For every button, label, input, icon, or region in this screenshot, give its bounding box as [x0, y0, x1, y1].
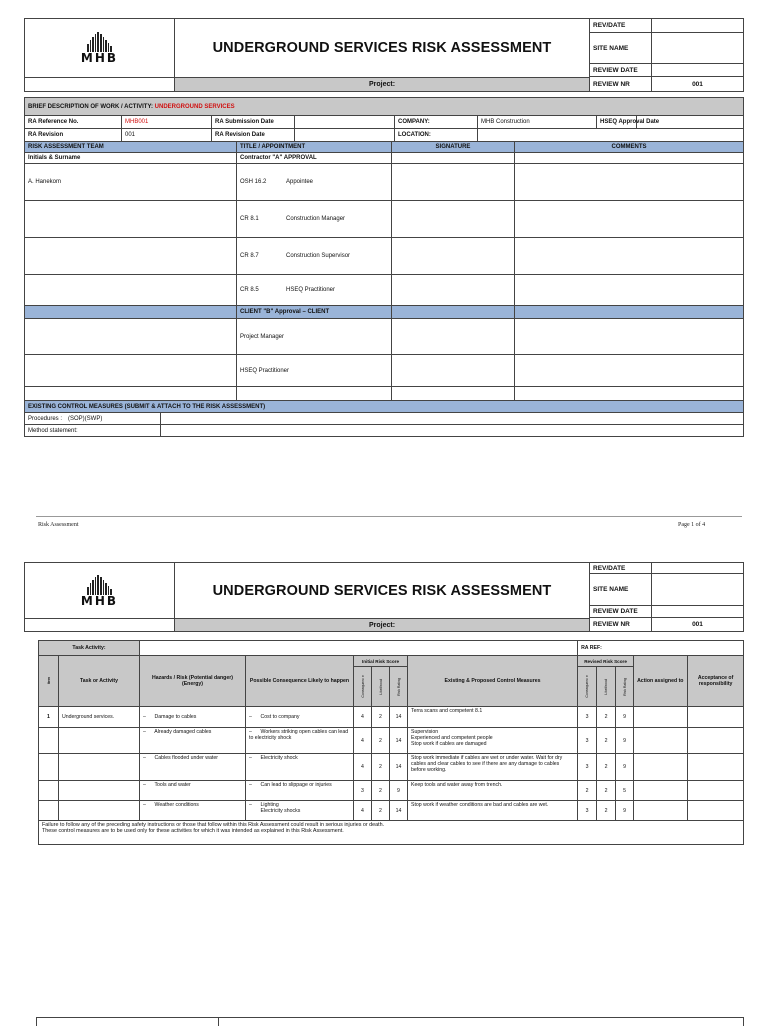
team-member-title: CR 8.5 HSEQ Practitioner [237, 275, 392, 306]
row-rr: 9 [616, 728, 634, 754]
document-title: UNDERGROUND SERVICES RISK ASSESSMENT [175, 563, 590, 619]
row-hazard: – Already damaged cables [140, 728, 246, 754]
signature-header: SIGNATURE [392, 142, 515, 153]
row-consequence: – Electricity shock [246, 754, 354, 781]
title-appointment-header: TITLE / APPOINTMENT [237, 142, 392, 153]
initial-risk-rating-header: Risk Rating [390, 667, 408, 707]
safety-note-line-1: Failure to follow any of the preceding safety instructions or those that follow within this Risk Assessment could result in serious injuries or death. [42, 822, 385, 828]
initial-likelihood-header: Likelihood [372, 667, 390, 707]
row-controls: Supervision Experienced and competent people Stop work if cables are damaged [408, 728, 578, 754]
initial-score-header: Initial Risk Score [354, 656, 408, 667]
row-r: 14 [390, 754, 408, 781]
hseq-approval-label: HSEQ Approval Date [597, 116, 637, 129]
project-label: Project: [175, 78, 590, 92]
review-nr-label: REVIEW NR [590, 77, 652, 92]
comments-cell[interactable] [515, 355, 744, 387]
method-statement-value-cell[interactable] [161, 425, 744, 437]
ra-reference-value: MHB001 [122, 116, 212, 129]
acceptance-header: Acceptance of responsibility [688, 656, 744, 707]
review-nr-label: REVIEW NR [590, 618, 652, 632]
logo-cell [25, 19, 175, 78]
row-controls: Stop work if weather conditions are bad and cables are wet. [408, 801, 578, 821]
review-nr-value: 001 [652, 618, 744, 632]
task-activity-label: Task Activity: [39, 641, 140, 656]
review-date-label: REVIEW DATE [590, 64, 652, 77]
signature-cell[interactable] [392, 275, 515, 306]
row-task: Underground services. [59, 707, 140, 728]
client-b-approval: CLIENT "B" Approval – CLIENT [237, 306, 392, 319]
row-task [59, 754, 140, 781]
site-name-label: SITE NAME [590, 574, 652, 606]
risk-row [39, 781, 744, 801]
page2-risk-table [38, 640, 744, 845]
row-item [39, 728, 59, 754]
row-hazard: – Tools and water [140, 781, 246, 801]
row-rc: 3 [578, 728, 597, 754]
signature-cell[interactable] [392, 319, 515, 355]
row-rc: 2 [578, 781, 597, 801]
page1-footer-left: Risk Assessment [38, 522, 79, 528]
initials-surname-label: Initials & Surname [25, 153, 237, 164]
row-item [39, 781, 59, 801]
row-item [39, 801, 59, 821]
revised-score-header: Revised Risk Score [578, 656, 634, 667]
row-rr: 5 [616, 781, 634, 801]
ra-ref-label: RA REF: [578, 641, 744, 656]
row-r: 14 [390, 707, 408, 728]
row-c: 4 [354, 801, 372, 821]
risk-row [39, 728, 744, 754]
signature-cell[interactable] [392, 164, 515, 201]
row-task [59, 781, 140, 801]
team-member-title: OSH 16.2 Appointee [237, 164, 392, 201]
ra-revision-date-label: RA Revision Date [212, 129, 295, 142]
logo-text: MHB [80, 593, 119, 608]
mhb-logo-icon [28, 32, 171, 52]
item-header: Item [39, 656, 59, 707]
row-r: 14 [390, 728, 408, 754]
row-rl: 2 [597, 781, 616, 801]
comments-header: COMMENTS [515, 142, 744, 153]
rev-date-label: REV/DATE [590, 19, 652, 33]
row-consequence: – Can lead to slippage or injuries [246, 781, 354, 801]
row-hazard: – Weather conditions [140, 801, 246, 821]
hazards-header: Hazards / Risk (Potential danger) (Energy) [140, 656, 246, 707]
ra-revision-value: 001 [122, 129, 212, 142]
brief-description-row [25, 98, 744, 116]
comments-cell[interactable] [515, 164, 744, 201]
ra-revision-label: RA Revision [25, 129, 122, 142]
team-row [25, 201, 744, 238]
revised-risk-rating-header: Risk Rating [616, 667, 634, 707]
location-label: LOCATION: [395, 129, 478, 142]
row-c: 4 [354, 728, 372, 754]
revised-likelihood-header: Likelihood [597, 667, 616, 707]
row-rl: 2 [597, 707, 616, 728]
row-rl: 2 [597, 754, 616, 781]
risk-row [39, 754, 744, 781]
row-rl: 2 [597, 728, 616, 754]
page1-footer-right: Page 1 of 4 [678, 522, 706, 528]
team-header: RISK ASSESSMENT TEAM [25, 142, 237, 153]
row-r: 9 [390, 781, 408, 801]
brief-value: UNDERGROUND SERVICES [154, 103, 235, 110]
row-l: 2 [372, 781, 390, 801]
page2-header [24, 562, 744, 632]
row-c: 3 [354, 781, 372, 801]
rev-date-label: REV/DATE [590, 563, 652, 574]
row-consequence: – Cost to company [246, 707, 354, 728]
row-l: 2 [372, 728, 390, 754]
task-header: Task or Activity [59, 656, 140, 707]
signature-cell[interactable] [392, 355, 515, 387]
team-row [25, 238, 744, 275]
review-nr-value: 001 [652, 77, 744, 92]
row-controls: Keep tools and water away from trench. [408, 781, 578, 801]
logo-cell [25, 563, 175, 619]
brief-label: BRIEF DESCRIPTION OF WORK / ACTIVITY: [28, 103, 153, 110]
row-rr: 9 [616, 754, 634, 781]
initial-consequence-header: Consequenc e [354, 667, 372, 707]
page1-footer-line [36, 516, 742, 517]
risk-row [39, 801, 744, 821]
row-c: 4 [354, 754, 372, 781]
mhb-logo-icon [28, 575, 171, 595]
row-l: 2 [372, 801, 390, 821]
row-hazard: – Damage to cables [140, 707, 246, 728]
team-member-name: A. Hanekom [25, 164, 237, 201]
client-row [25, 355, 744, 387]
row-consequence: – Workers striking open cables can lead to electricity shock [246, 728, 354, 754]
comments-cell[interactable] [515, 238, 744, 275]
safety-note [39, 821, 744, 845]
row-rr: 9 [616, 801, 634, 821]
revised-consequence-header: Consequenc e [578, 667, 597, 707]
team-member-title: CR 8.1 Construction Manager [237, 201, 392, 238]
row-rc: 3 [578, 707, 597, 728]
row-item [39, 754, 59, 781]
team-member-name [25, 238, 237, 275]
row-l: 2 [372, 754, 390, 781]
controls-header: Existing & Proposed Control Measures [408, 656, 578, 707]
comments-cell[interactable] [515, 201, 744, 238]
company-value: MHB Construction [478, 116, 597, 129]
row-hazard: – Cables flooded under water [140, 754, 246, 781]
logo-text: MHB [80, 51, 119, 65]
safety-note-line-2: These control measures are to be used only for these activities for which it was intended as explained in this Risk Assessment. [42, 828, 344, 834]
client-row [25, 319, 744, 355]
project-label: Project: [175, 619, 590, 632]
signature-cell[interactable] [392, 238, 515, 275]
page2-footer-stub [36, 1017, 744, 1026]
review-date-label: REVIEW DATE [590, 606, 652, 618]
client-title: Project Manager [237, 319, 392, 355]
row-rc: 3 [578, 754, 597, 781]
team-member-name [25, 201, 237, 238]
team-member-name [25, 275, 237, 306]
comments-cell[interactable] [515, 275, 744, 306]
row-r: 14 [390, 801, 408, 821]
document-title: UNDERGROUND SERVICES RISK ASSESSMENT [175, 19, 590, 78]
row-c: 4 [354, 707, 372, 728]
team-row [25, 164, 744, 201]
row-rc: 3 [578, 801, 597, 821]
client-title: HSEQ Practitioner [237, 355, 392, 387]
method-statement-label: Method statement: [25, 425, 161, 437]
team-row [25, 275, 744, 306]
ra-reference-label: RA Reference No. [25, 116, 122, 129]
contractor-a-approval: Contractor "A" APPROVAL [237, 153, 392, 164]
row-task [59, 728, 140, 754]
row-l: 2 [372, 707, 390, 728]
existing-control-measures-header: EXISTING CONTROL MEASURES (SUBMIT & ATTACH TO THE RISK ASSESSMENT) [25, 401, 744, 413]
row-task [59, 801, 140, 821]
site-name-label: SITE NAME [590, 33, 652, 64]
page1-body [24, 97, 744, 437]
company-label: COMPANY: [395, 116, 478, 129]
team-member-title: CR 8.7 Construction Supervisor [237, 238, 392, 275]
risk-row [39, 707, 744, 728]
consequence-header: Possible Consequence Likely to happen [246, 656, 354, 707]
row-consequence: – Lighting Electricity shocks [246, 801, 354, 821]
comments-cell[interactable] [515, 319, 744, 355]
row-rl: 2 [597, 801, 616, 821]
action-assigned-header: Action assigned to [634, 656, 688, 707]
ra-submission-label: RA Submission Date [212, 116, 295, 129]
row-controls: Stop work immediate if cables are wet or under water. Wait for dry cables and clear cables to see if there are any damage to cables before working. [408, 754, 578, 781]
signature-cell[interactable] [392, 201, 515, 238]
row-controls: Terra scans and competent 8.1 [408, 707, 578, 728]
row-item: 1 [39, 707, 59, 728]
procedures-value-cell[interactable] [161, 413, 744, 425]
procedures-cell: Procedures : (SOP)(SWP) [25, 413, 161, 425]
row-rr: 9 [616, 707, 634, 728]
page1-header [24, 18, 744, 92]
